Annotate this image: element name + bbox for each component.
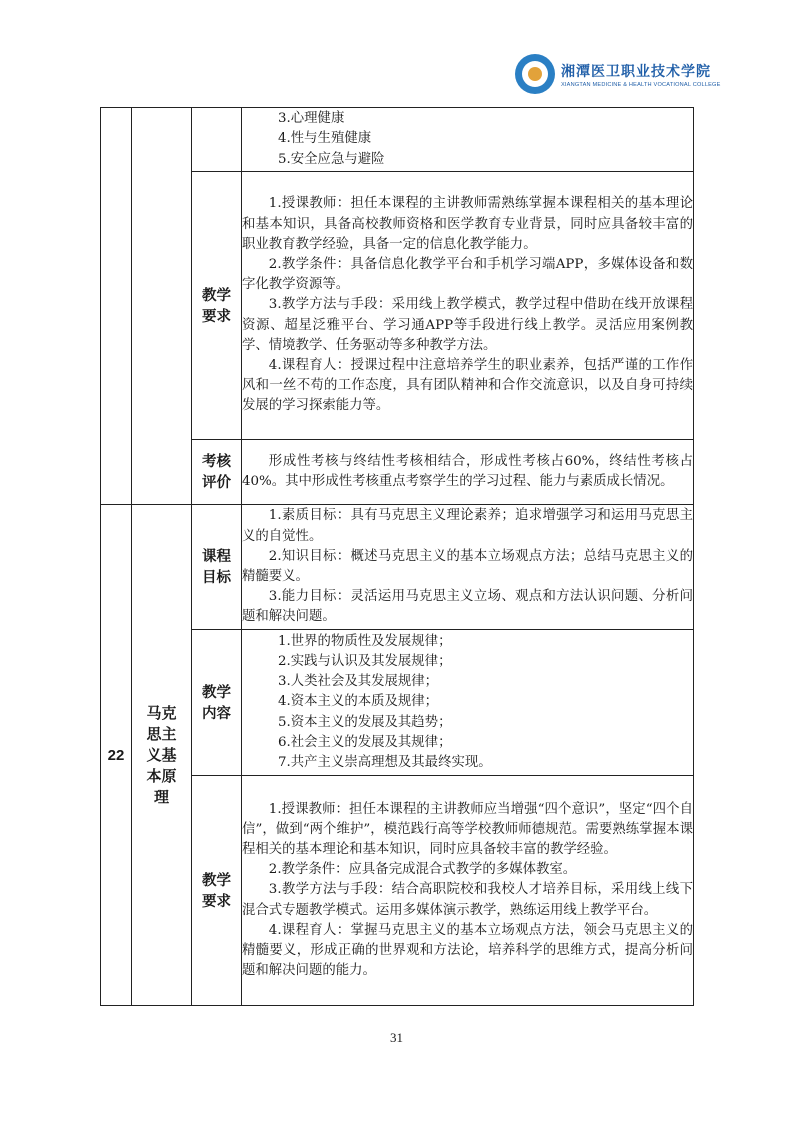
c22-name-cell: [132, 505, 192, 1006]
paragraph: 2.教学条件：应具备完成混合式教学的多媒体教室。: [268, 862, 577, 878]
paragraph: 2.教学条件：具备信息化教学平台和手机学习端APP，多媒体设备和数字化教学资源等。: [242, 256, 693, 293]
list-item: 7.共产主义崇高理想及其最终实现。: [278, 755, 492, 770]
c22-number-cell: 22: [101, 505, 132, 1006]
c22-goals-row: [101, 505, 694, 630]
c22-requirements-label: 教学要求: [192, 776, 242, 1006]
school-seal-icon: [515, 54, 555, 94]
list-item: 1.世界的物质性及发展规律；: [278, 633, 452, 649]
c21-requirements-label: 教学要求: [192, 172, 242, 440]
school-name-cn: 湘潭医卫职业技术学院: [561, 63, 711, 80]
c21-requirements-cell: [242, 172, 694, 440]
list-item: 3.人类社会及其发展规律；: [278, 674, 439, 690]
paragraph: 1.授课教师：担任本课程的主讲教师需熟练掌握本课程相关的基本理论和基本知识，具备高校教师资格和医学教育专业背景，同时应具备较丰富的职业教育教学经验，具备一定的信息化教学能力。: [242, 196, 693, 252]
c21-name-cell: [132, 108, 192, 505]
list-item: 3.心理健康: [278, 111, 345, 127]
list-item: 5.资本主义的发展及其趋势；: [278, 714, 452, 730]
c22-requirements-cell: [242, 776, 694, 1006]
page-number: 31: [390, 1030, 403, 1045]
list-item: 2.实践与认识及其发展规律；: [278, 653, 452, 669]
course-name: 马克思主义基本原理: [146, 703, 177, 806]
c21-evaluation-cell: [242, 440, 694, 505]
c21-content-label-cell: [192, 108, 242, 172]
paragraph: 3.能力目标：灵活运用马克思主义立场、观点和方法认识问题、分析问题和解决问题。: [242, 589, 693, 625]
paragraph: 1.授课教师：担任本课程的主讲教师应当增强“四个意识”，坚定“四个自信”，做到“两个维护”，模范践行高等学校教师师德规范。需要熟练掌握本课程相关的基本理论和基本知识，同时应具备较丰富的教学经验。: [242, 801, 693, 857]
paragraph: 3.教学方法与手段：结合高职院校和我校人才培养目标，采用线上线下混合式专题教学模式。运用多媒体演示教学，熟练运用线上教学平台。: [242, 882, 693, 918]
list-item: 6.社会主义的发展及其规律；: [278, 734, 452, 750]
paragraph: 形成性考核与终结性考核相结合，形成性考核占60%，终结性考核占40%。其中形成性考核重点考察学生的学习过程、能力与素质成长情况。: [242, 453, 693, 489]
c22-goals-cell: [242, 505, 694, 630]
c22-content-label: 教学内容: [192, 630, 242, 776]
paragraph: 3.教学方法与手段：采用线上教学模式，教学过程中借助在线开放课程资源、超星泛雅平台、学习通APP等手段进行线上教学。灵活应用案例教学、情境教学、任务驱动等多种教学方法。: [242, 297, 693, 353]
list-item: 4.性与生殖健康: [278, 131, 372, 147]
school-logo: [515, 52, 735, 96]
c21-number-cell: [101, 108, 132, 505]
curriculum-table: [100, 107, 694, 1006]
paragraph: 4.课程育人：掌握马克思主义的基本立场观点方法，领会马克思主义的精髓要义，形成正确的世界观和方法论，培养科学的思维方式，提高分析问题和解决问题的能力。: [242, 922, 693, 979]
school-name-en: XIANGTAN MEDICINE & HEALTH VOCATIONAL COLLEGE: [561, 81, 721, 88]
c22-goals-label: 课程目标: [192, 505, 242, 630]
paragraph: 2.知识目标：概述马克思主义的基本立场观点方法；总结马克思主义的精髓要义。: [242, 548, 693, 584]
c22-content-cell: [242, 630, 694, 776]
list-item: 4.资本主义的本质及规律；: [278, 694, 439, 710]
paragraph: 4.课程育人：授课过程中注意培养学生的职业素养，包括严谨的工作作风和一丝不苟的工作态度，具有团队精神和合作交流意识，以及自身可持续发展的学习探索能力等。: [242, 358, 693, 414]
c21-content-row: [101, 108, 694, 172]
c21-content-cell: [242, 108, 694, 172]
c21-evaluation-label: 考核评价: [192, 440, 242, 505]
paragraph: 1.素质目标：具有马克思主义理论素养；追求增强学习和运用马克思主义的自觉性。: [242, 508, 693, 544]
school-name-block: [561, 61, 721, 88]
list-item: 5.安全应急与避险: [278, 151, 385, 167]
